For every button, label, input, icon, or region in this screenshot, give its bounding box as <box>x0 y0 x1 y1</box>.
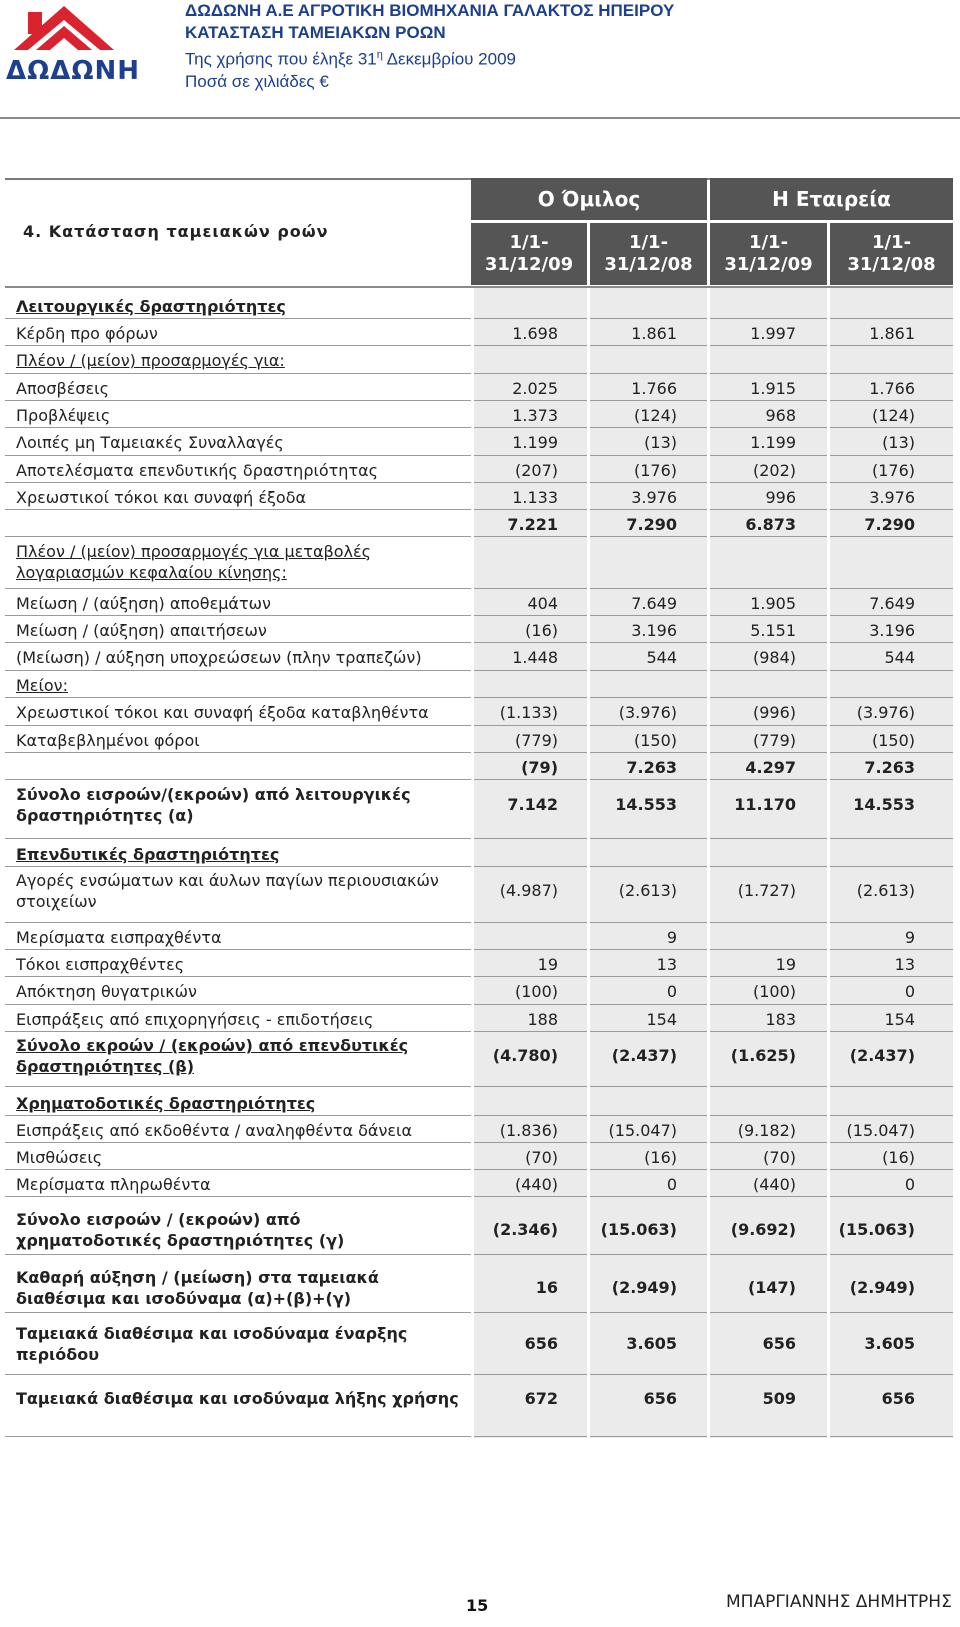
row-divider <box>5 1169 953 1170</box>
row-label <box>16 1147 102 1168</box>
cell-value: (1.625) <box>730 1046 796 1065</box>
cell-value: (2.346) <box>492 1220 558 1239</box>
row-label-line: περιόδου <box>16 1345 100 1364</box>
table-row <box>5 460 953 482</box>
table-row <box>5 487 953 509</box>
row-label <box>16 647 422 668</box>
cell-value: 9 <box>666 928 677 947</box>
cell-value: (440) <box>752 1175 796 1194</box>
statement-title: ΚΑΤΑΣΤΑΣΗ ΤΑΜΕΙΑΚΩΝ ΡΟΩΝ <box>185 23 446 42</box>
cell-value: (440) <box>514 1175 558 1194</box>
company-label: Η Εταιρεία <box>772 187 891 211</box>
row-label-line: Τόκοι εισπραχθέντες <box>16 955 185 974</box>
row-label <box>16 954 184 975</box>
table-row <box>5 981 953 1003</box>
row-divider <box>5 1374 953 1375</box>
col-header-group-2008 <box>590 223 707 285</box>
column-divider <box>827 288 830 1438</box>
cell-value: (4.987) <box>499 881 558 900</box>
units-line: Ποσά σε χιλιάδες € <box>185 71 329 91</box>
header-divider <box>0 117 960 119</box>
table-row <box>5 350 953 372</box>
row-label-line: στοιχείων <box>16 892 97 911</box>
cell-value: 13 <box>894 955 915 974</box>
col-header-company-2009 <box>710 223 827 285</box>
cell-value: 3.196 <box>631 621 677 640</box>
cell-value: 544 <box>646 648 677 667</box>
cell-value: (984) <box>752 648 796 667</box>
cell-value: (2.437) <box>849 1046 915 1065</box>
row-label-line: Κέρδη προ φόρων <box>16 324 158 343</box>
row-label-line: Απόκτηση θυγατρικών <box>16 982 197 1001</box>
table-row <box>5 1323 953 1365</box>
cell-value: (202) <box>752 461 796 480</box>
cell-value: (150) <box>633 731 677 750</box>
cell-value: 7.290 <box>864 515 915 534</box>
row-label-line: Μισθώσεις <box>16 1148 103 1167</box>
cell-value: (16) <box>882 1148 915 1167</box>
row-label <box>16 1009 373 1030</box>
cell-value: 509 <box>762 1389 796 1408</box>
row-divider <box>5 922 953 923</box>
row-label-line: Προβλέψεις <box>16 406 111 425</box>
row-label <box>16 675 68 696</box>
cell-value: (15.063) <box>600 1220 677 1239</box>
cell-value: 656 <box>643 1389 677 1408</box>
row-divider <box>5 427 953 428</box>
row-label-line: Καταβεβλημένοι φόροι <box>16 731 200 750</box>
row-divider <box>5 373 953 374</box>
cell-value: 0 <box>666 1175 677 1194</box>
row-label-line: Επενδυτικές δραστηριότητες <box>16 845 280 864</box>
row-label <box>16 323 158 344</box>
row-label <box>16 460 378 481</box>
row-label <box>16 1388 459 1409</box>
row-label-line: δραστηριότητες (α) <box>16 806 194 825</box>
cell-value: 3.976 <box>631 488 677 507</box>
col-header-company-2008 <box>830 223 953 285</box>
cell-value: (779) <box>752 731 796 750</box>
table-row <box>5 784 953 824</box>
cell-value: (2.437) <box>611 1046 677 1065</box>
row-label-line: Αποσβέσεις <box>16 379 109 398</box>
table-row <box>5 1209 953 1251</box>
row-divider <box>5 345 953 346</box>
row-label-line: χρηματοδοτικές δραστηριότητες (γ) <box>16 1231 345 1250</box>
period-line <box>185 44 674 71</box>
row-label-line: Εισπράξεις από επιχορηγήσεις - επιδοτήσεις <box>16 1010 374 1029</box>
row-label-line: Σύνολο εκροών / (εκροών) από επενδυτικές <box>16 1036 409 1055</box>
cell-value: (16) <box>644 1148 677 1167</box>
table-row <box>5 1035 953 1077</box>
cell-value: (3.976) <box>618 703 677 722</box>
table-row <box>5 1267 953 1309</box>
document-header <box>185 0 674 93</box>
row-divider <box>5 482 953 483</box>
cell-value: (9.182) <box>737 1121 796 1140</box>
cell-value: 13 <box>656 955 677 974</box>
row-divider <box>5 1312 953 1313</box>
row-label-line: Μείωση / (αύξηση) αποθεμάτων <box>16 594 271 613</box>
row-label <box>16 1120 412 1141</box>
table-row <box>5 1174 953 1196</box>
row-divider <box>5 455 953 456</box>
cell-value: 16 <box>535 1278 558 1297</box>
table-row <box>5 514 953 536</box>
row-label-line: Μείωση / (αύξηση) απαιτήσεων <box>16 621 267 640</box>
cell-value: 1.861 <box>869 324 915 343</box>
row-divider <box>5 949 953 950</box>
cell-value: 0 <box>904 982 915 1001</box>
cell-value: (16) <box>525 621 558 640</box>
cell-value: (207) <box>514 461 558 480</box>
cell-value: (100) <box>514 982 558 1001</box>
row-divider <box>5 725 953 726</box>
period-prefix: Της χρήσης που έληξε 31 <box>185 49 377 69</box>
cell-value: (79) <box>521 758 558 777</box>
row-label <box>16 378 109 399</box>
row-divider <box>5 838 953 839</box>
row-label-line: Πλέον / (μείον) προσαρμογές για: <box>16 351 285 370</box>
cell-value: 0 <box>666 982 677 1001</box>
table-row <box>5 647 953 669</box>
table-row <box>5 1120 953 1142</box>
cell-value: (2.613) <box>618 881 677 900</box>
table-row <box>5 702 953 724</box>
row-label <box>16 981 197 1002</box>
group-header <box>471 178 707 220</box>
cell-value: 0 <box>904 1175 915 1194</box>
col-header-line2: 31/12/09 <box>724 254 813 275</box>
table-row <box>5 954 953 976</box>
cell-value: (70) <box>763 1148 796 1167</box>
row-divider <box>5 976 953 977</box>
cell-value: (15.047) <box>846 1121 915 1140</box>
cell-value: (996) <box>752 703 796 722</box>
row-label-line: Σύνολο εισροών / (εκροών) από <box>16 1210 301 1229</box>
row-label <box>16 405 110 426</box>
cell-value: 183 <box>765 1010 796 1029</box>
company-header <box>710 178 953 220</box>
row-label-line: Λοιπές μη Ταμειακές Συναλλαγές <box>16 433 284 452</box>
col-header-line1: 1/1- <box>748 232 789 253</box>
cell-value: 14.553 <box>615 795 677 814</box>
cell-value: 7.649 <box>631 594 677 613</box>
row-divider <box>5 779 953 780</box>
cell-value: 11.170 <box>734 795 796 814</box>
cell-value: (1.836) <box>499 1121 558 1140</box>
row-label <box>16 1174 211 1195</box>
group-label: Ο Όμιλος <box>537 187 641 211</box>
row-divider <box>5 866 953 867</box>
cell-value: (1.133) <box>499 703 558 722</box>
table-row <box>5 541 953 583</box>
row-label <box>16 1267 379 1309</box>
cell-value: 1.997 <box>750 324 796 343</box>
cell-value: (124) <box>871 406 915 425</box>
cell-value: (124) <box>633 406 677 425</box>
table-row <box>5 1009 953 1031</box>
row-label-line: Ταμειακά διαθέσιμα και ισοδύναμα έναρξης <box>16 1324 408 1343</box>
table-row <box>5 1093 953 1115</box>
table-row <box>5 323 953 345</box>
row-label <box>16 927 222 948</box>
row-label-line: Αποτελέσματα επενδυτικής δραστηριότητας <box>16 461 379 480</box>
cell-value: 404 <box>527 594 558 613</box>
cell-value: 7.263 <box>864 758 915 777</box>
row-label <box>16 730 200 751</box>
row-divider <box>5 318 953 319</box>
cell-value: 154 <box>884 1010 915 1029</box>
cell-value: 1.905 <box>750 594 796 613</box>
cell-value: 996 <box>765 488 796 507</box>
company-name: ΔΩΔΩΝΗ Α.Ε ΑΓΡΟΤΙΚΗ ΒΙΟΜΗΧΑΝΙΑ ΓΑΛΑΚΤΟΣ ΗΠΕΙΡΟΥ <box>185 1 675 20</box>
col-header-line1: 1/1- <box>628 232 669 253</box>
table-row <box>5 730 953 752</box>
cell-value: 7.649 <box>869 594 915 613</box>
logo-wordmark: ΔΩΔΩΝΗ <box>6 56 140 86</box>
row-label-line: Πλέον / (μείον) προσαρμογές για μεταβολές <box>16 542 371 561</box>
logo-emblem-icon <box>6 4 122 60</box>
cell-value: 672 <box>524 1389 558 1408</box>
row-label-line: Σύνολο εισροών/(εκροών) από λειτουργικές <box>16 785 411 804</box>
cell-value: (9.692) <box>730 1220 796 1239</box>
row-divider <box>5 697 953 698</box>
cell-value: (3.976) <box>856 703 915 722</box>
row-label <box>16 487 306 508</box>
cell-value: 1.766 <box>631 379 677 398</box>
column-divider <box>587 288 590 1438</box>
table-row <box>5 620 953 642</box>
row-divider <box>5 1436 953 1437</box>
cell-value: (13) <box>644 433 677 452</box>
cell-value: 154 <box>646 1010 677 1029</box>
cell-value: 4.297 <box>745 758 796 777</box>
row-label-line: Μερίσματα πληρωθέντα <box>16 1175 211 1194</box>
row-label <box>16 432 284 453</box>
cell-value: (13) <box>882 433 915 452</box>
row-label <box>16 844 279 865</box>
row-divider <box>5 615 953 616</box>
cell-value: (2.949) <box>611 1278 677 1297</box>
cell-value: 7.290 <box>626 515 677 534</box>
row-divider <box>5 1142 953 1143</box>
cell-value: 3.976 <box>869 488 915 507</box>
row-label <box>16 1209 344 1251</box>
cell-value: (176) <box>633 461 677 480</box>
table-row <box>5 675 953 697</box>
cell-value: 7.221 <box>507 515 558 534</box>
row-label-line: Χρεωστικοί τόκοι και συναφή έξοδα <box>16 488 307 507</box>
row-label <box>16 1093 315 1114</box>
cell-value: 3.605 <box>626 1334 677 1353</box>
cell-value: (150) <box>871 731 915 750</box>
cell-value: (2.613) <box>856 881 915 900</box>
section-title: 4. Κατάσταση ταμειακών ροών <box>23 222 329 241</box>
cell-value: (2.949) <box>849 1278 915 1297</box>
table-row <box>5 1147 953 1169</box>
cell-value: 14.553 <box>853 795 915 814</box>
cell-value: 9 <box>904 928 915 947</box>
row-divider <box>5 642 953 643</box>
cell-value: (176) <box>871 461 915 480</box>
table-row <box>5 296 953 318</box>
cell-value: (1.727) <box>737 881 796 900</box>
cell-value: 3.605 <box>864 1334 915 1353</box>
row-label <box>16 541 371 583</box>
row-label <box>16 350 285 371</box>
row-label <box>16 620 267 641</box>
col-header-group-2009 <box>471 223 587 285</box>
row-divider <box>5 509 953 510</box>
row-label-line: δραστηριότητες (β) <box>16 1057 195 1076</box>
cell-value: 188 <box>527 1010 558 1029</box>
row-label <box>16 702 429 723</box>
col-header-line2: 31/12/08 <box>604 254 693 275</box>
period-sup: η <box>376 49 383 61</box>
row-label-line: (Μείωση) / αύξηση υποχρεώσεων (πλην τραπεζών) <box>16 648 422 667</box>
cell-value: 1.915 <box>750 379 796 398</box>
row-divider <box>5 1196 953 1197</box>
cell-value: 1.766 <box>869 379 915 398</box>
cell-value: 5.151 <box>750 621 796 640</box>
period-suffix: Δεκεμβρίου 2009 <box>382 49 516 69</box>
row-label-line: Καθαρή αύξηση / (μείωση) στα ταμειακά <box>16 1268 379 1287</box>
cell-value: 1.698 <box>512 324 558 343</box>
column-divider <box>471 288 474 1438</box>
table-row <box>5 927 953 949</box>
row-divider <box>5 752 953 753</box>
table-row <box>5 378 953 400</box>
row-label-line: Χρεωστικοί τόκοι και συναφή έξοδα καταβληθέντα <box>16 703 429 722</box>
cell-value: 1.133 <box>512 488 558 507</box>
row-label <box>16 784 411 826</box>
row-divider <box>5 1086 953 1087</box>
row-label <box>16 593 271 614</box>
cell-value: 19 <box>775 955 796 974</box>
cell-value: (15.063) <box>838 1220 915 1239</box>
cell-value: 1.861 <box>631 324 677 343</box>
table-row <box>5 1388 953 1410</box>
cell-value: 656 <box>524 1334 558 1353</box>
cell-value: 1.373 <box>512 406 558 425</box>
row-label <box>16 1035 408 1077</box>
cell-value: 1.199 <box>750 433 796 452</box>
col-header-line2: 31/12/09 <box>484 254 574 275</box>
company-logo <box>6 4 140 86</box>
row-label-line: Μείον: <box>16 676 68 695</box>
row-label-line: Λειτουργικές δραστηριότητες <box>16 297 286 316</box>
cell-value: 7.142 <box>507 795 558 814</box>
cell-value: 7.263 <box>626 758 677 777</box>
page-number: 15 <box>466 1596 489 1615</box>
cell-value: 1.448 <box>512 648 558 667</box>
row-label <box>16 296 286 317</box>
col-header-line2: 31/12/08 <box>847 254 936 275</box>
cell-value: 544 <box>884 648 915 667</box>
row-label-line: Εισπράξεις από εκδοθέντα / αναληφθέντα δάνεια <box>16 1121 413 1140</box>
cell-value: 656 <box>881 1389 915 1408</box>
cell-value: 19 <box>537 955 558 974</box>
row-divider <box>5 1031 953 1032</box>
cell-value: 2.025 <box>512 379 558 398</box>
row-label-line: Μερίσματα εισπραχθέντα <box>16 928 222 947</box>
row-label-line: Ταμειακά διαθέσιμα και ισοδύναμα λήξης χρήσης <box>16 1389 459 1408</box>
row-label <box>16 870 439 912</box>
col-header-line1: 1/1- <box>871 232 912 253</box>
cell-value: 968 <box>765 406 796 425</box>
column-divider <box>707 288 710 1438</box>
cell-value: (4.780) <box>492 1046 558 1065</box>
row-divider <box>5 670 953 671</box>
table-row <box>5 844 953 866</box>
row-divider <box>5 1254 953 1255</box>
row-label-line: διαθέσιμα και ισοδύναμα (α)+(β)+(γ) <box>16 1289 352 1308</box>
cell-value: (70) <box>525 1148 558 1167</box>
table-row <box>5 405 953 427</box>
cell-value: 1.199 <box>512 433 558 452</box>
row-divider <box>5 536 953 537</box>
table-row <box>5 757 953 779</box>
cell-value: 656 <box>762 1334 796 1353</box>
row-divider <box>5 1115 953 1116</box>
row-divider <box>5 1004 953 1005</box>
author-name: ΜΠΑΡΓΙΑΝΝΗΣ ΔΗΜΗΤΡΗΣ <box>726 1592 952 1612</box>
cell-value: 3.196 <box>869 621 915 640</box>
table-row <box>5 593 953 615</box>
row-label-line: Αγορές ενσώματων και άυλων παγίων περιουσιακών <box>16 871 439 890</box>
cell-value: (100) <box>752 982 796 1001</box>
cell-value: (147) <box>747 1278 796 1297</box>
row-divider <box>5 400 953 401</box>
row-label <box>16 1323 407 1365</box>
row-label-line: λογαριασμών κεφαλαίου κίνησης: <box>16 563 287 582</box>
cell-value: (15.047) <box>608 1121 677 1140</box>
row-label-line: Χρηματοδοτικές δραστηριότητες <box>16 1094 316 1113</box>
table-row <box>5 870 953 912</box>
table-row <box>5 432 953 454</box>
cell-value: 6.873 <box>745 515 796 534</box>
row-divider <box>5 588 953 589</box>
col-header-line1: 1/1- <box>509 232 549 253</box>
cell-value: (779) <box>514 731 558 750</box>
